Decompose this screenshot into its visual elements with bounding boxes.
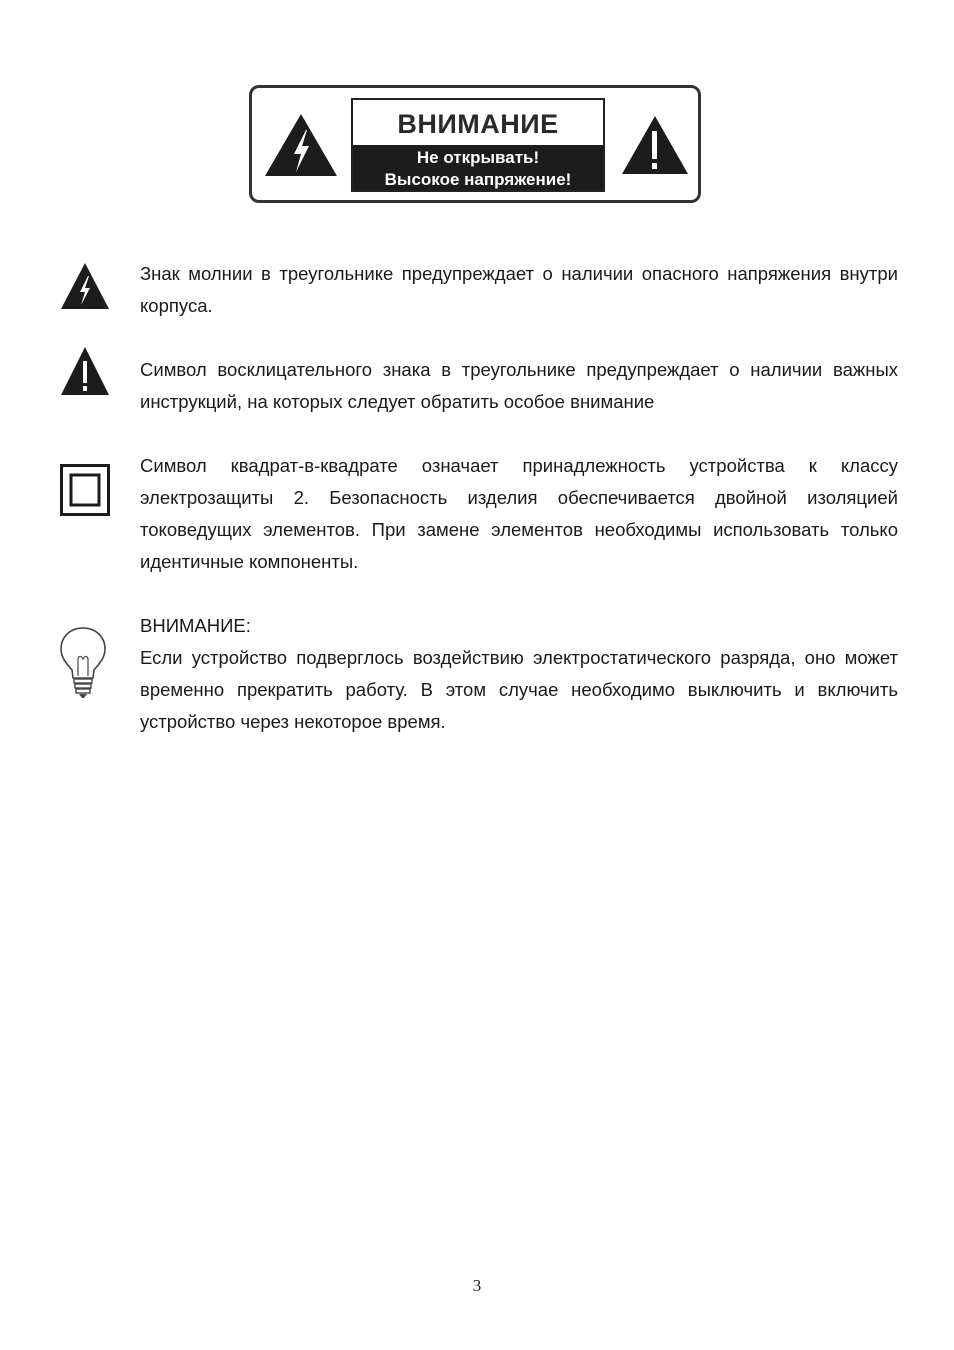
item-heading: ВНИМАНИЕ: <box>140 615 251 636</box>
warning-line-1: Не открывать! <box>416 148 540 167</box>
double-square-icon <box>60 464 110 516</box>
item-paragraph: Символ квадрат-в-квадрате означает принадлежность устройства к классу электрозащиты 2. Безопасность изделия обеспечивается двойной изоляцией токоведущих элементов. При замене элементов необходимы использовать только идентичные компоненты. <box>140 455 898 572</box>
item-text <box>140 610 898 738</box>
lightning-triangle-icon <box>60 262 110 310</box>
item-paragraph: Знак молнии в треугольнике предупреждает о наличии опасного напряжения внутри корпуса. <box>140 263 898 316</box>
item-text <box>140 258 898 322</box>
item-paragraph: Символ восклицательного знака в треугольнике предупреждает о наличии важных инструкций, на которых следует обратить особое внимание <box>140 359 898 412</box>
warning-panel <box>249 85 701 203</box>
lightning-triangle-icon <box>263 112 339 178</box>
light-bulb-icon <box>58 626 108 700</box>
warning-title: ВНИМАНИЕ <box>397 109 559 139</box>
warning-line-2: Высокое напряжение! <box>384 170 572 189</box>
item-paragraph: Если устройство подверглось воздействию электростатического разряда, оно может временно прекратить работу. В этом случае необходимо выключить и включить устройство через некоторое время. <box>140 647 898 732</box>
warning-subtitle <box>353 145 603 190</box>
item-text <box>140 450 898 578</box>
warning-label <box>351 98 605 192</box>
exclamation-triangle-icon <box>60 346 110 396</box>
exclamation-triangle-icon <box>620 114 690 176</box>
page-number: 3 <box>472 1276 482 1295</box>
item-text <box>140 354 898 418</box>
